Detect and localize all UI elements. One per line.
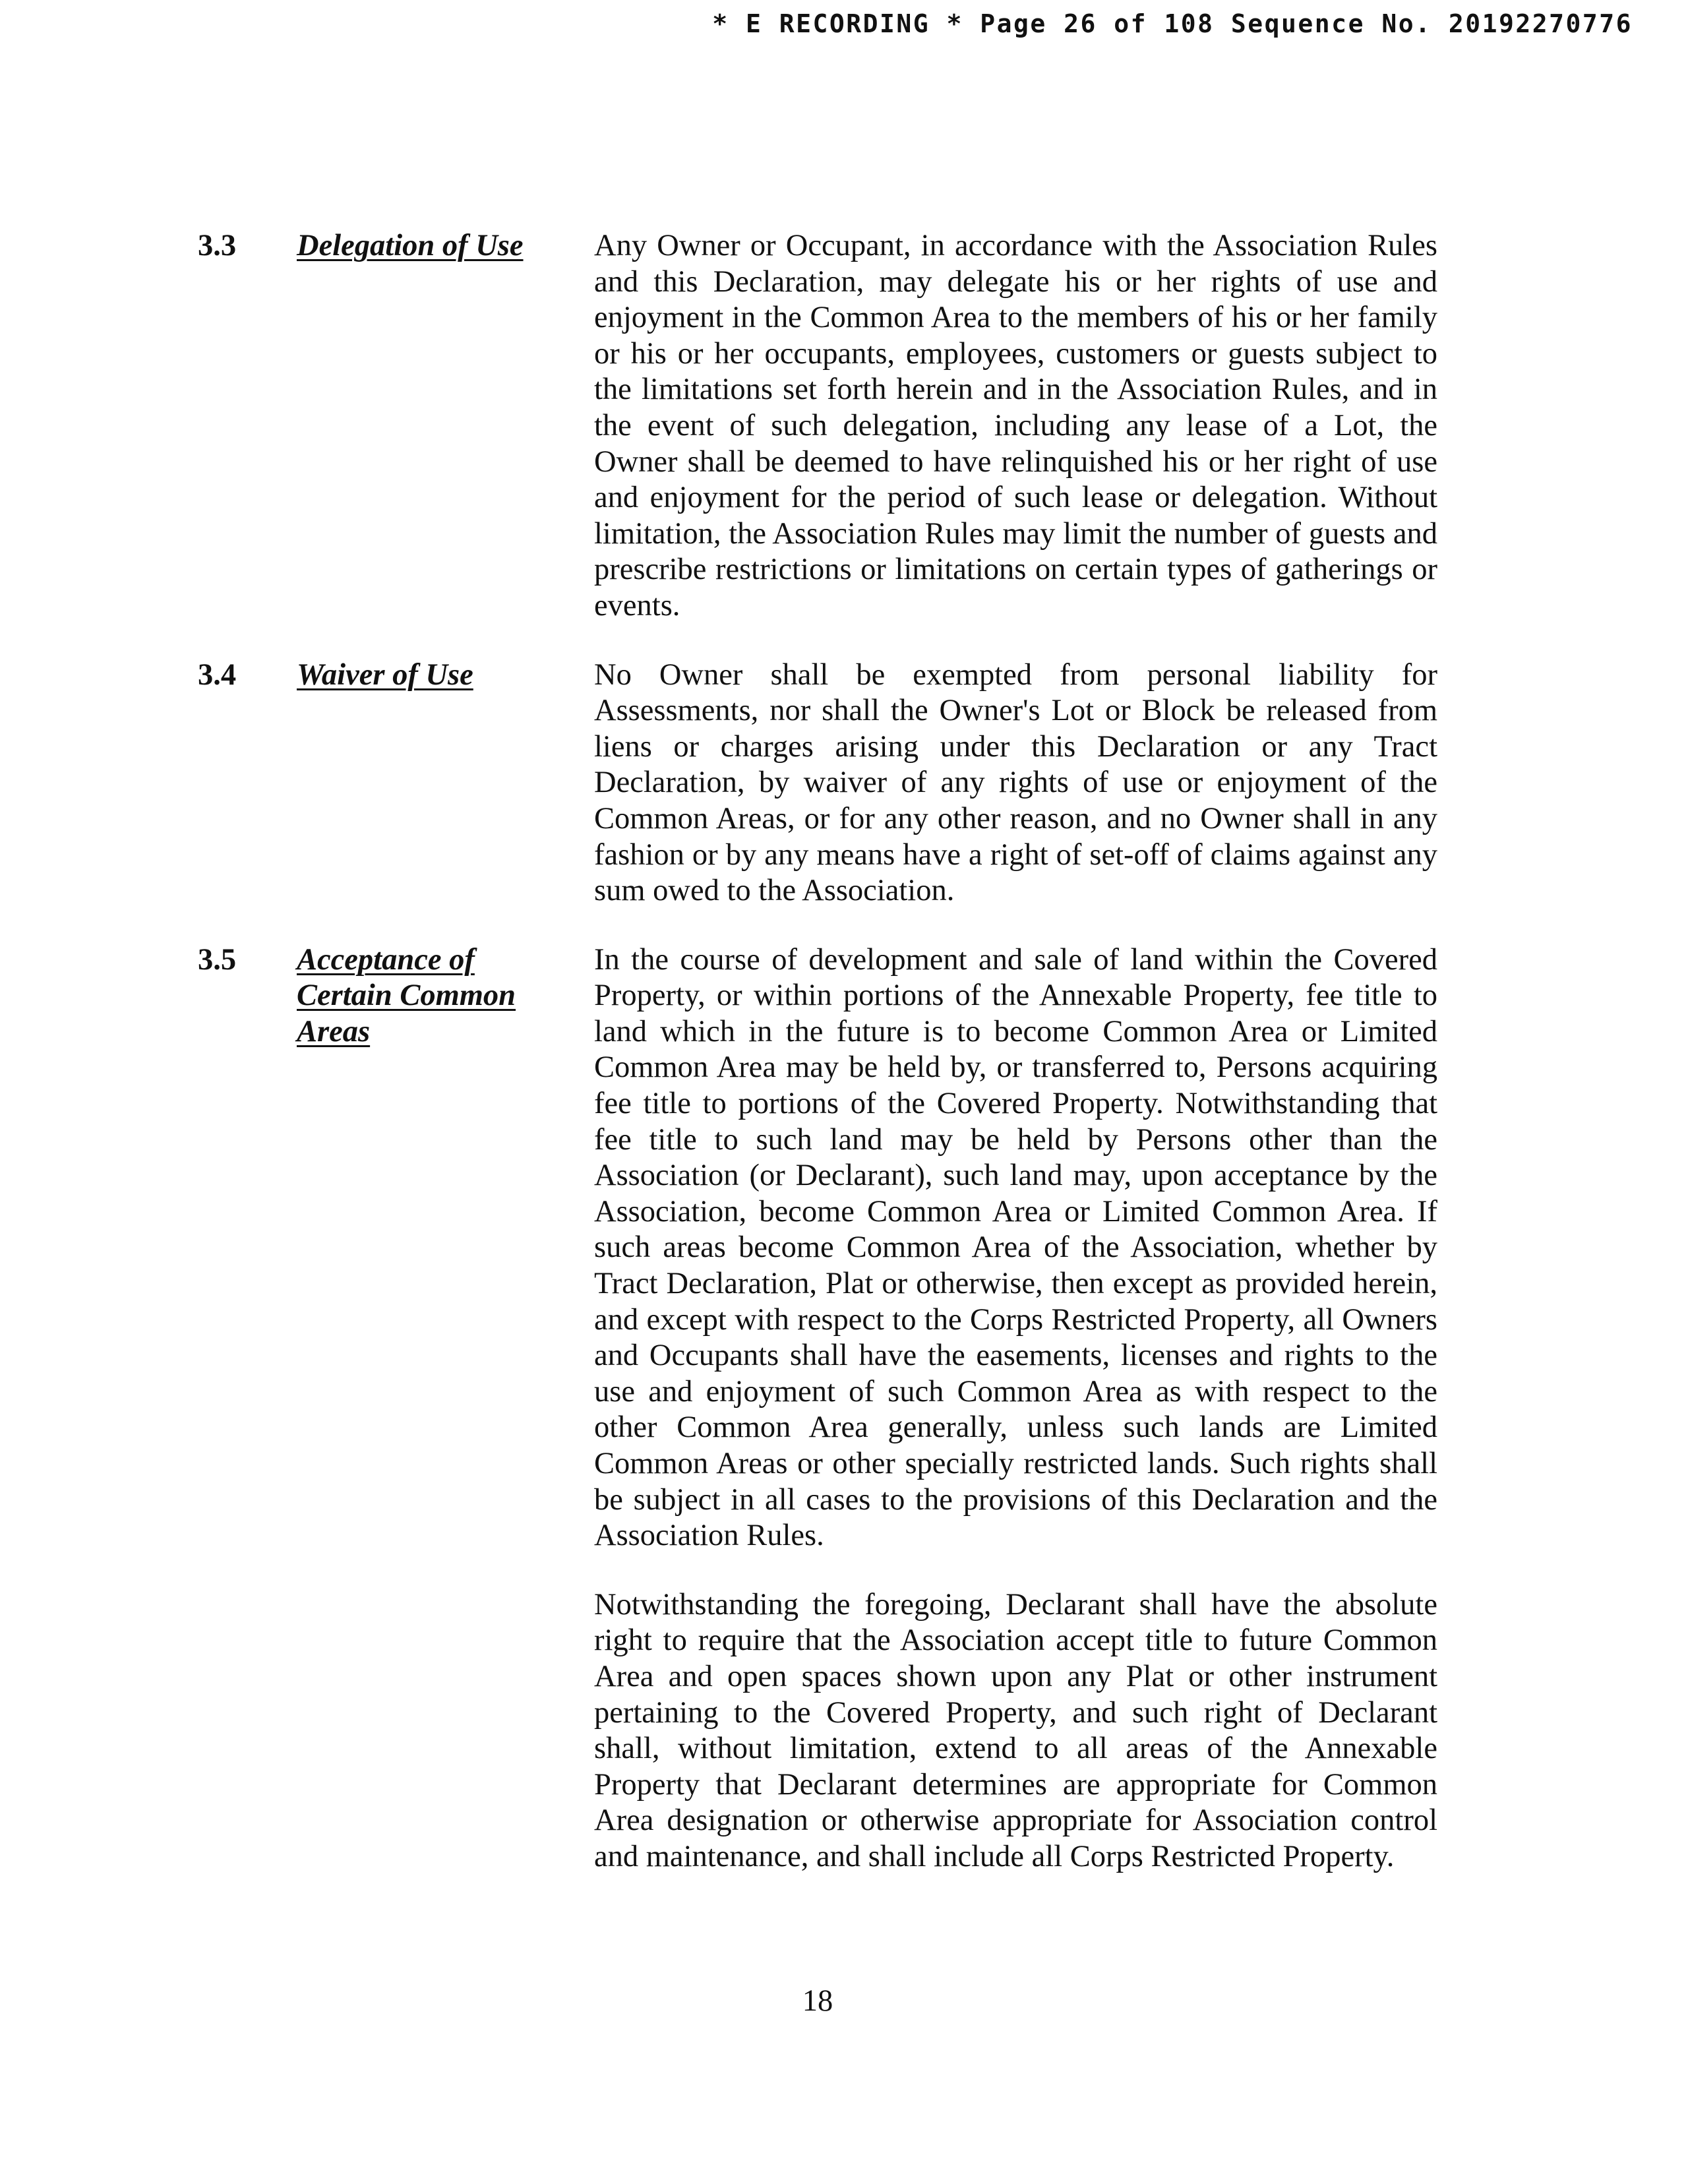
section-title: Waiver of Use <box>297 657 473 692</box>
section-title: Acceptance of Certain Common Areas <box>297 942 516 1048</box>
section-body <box>594 657 1437 909</box>
section-3-3 <box>198 228 1437 624</box>
section-number: 3.5 <box>198 942 237 977</box>
declaration-sections <box>198 228 1437 1908</box>
page-number: 18 <box>802 1984 833 2018</box>
section-paragraph: No Owner shall be exempted from personal liability for Assessments, nor shall the Owner's Lot or Block be released from liens or charges arising under this Declaration or any Tract Declaration, by waiver of any rights of use or enjoyment of the Common Areas, or for any other reason, and no Owner shall in any fashion or by any means have a right of set-off of claims against any sum owed to the Association. <box>594 657 1437 908</box>
section-paragraph: Any Owner or Occupant, in accordance with the Association Rules and this Declaration, may delegate his or her rights of use and enjoyment in the Common Area to the members of his or her family or his or her occupants, employees, customers or guests subject to the limitations set forth herein and in the Association Rules, and in the event of such delegation, including any lease of a Lot, the Owner shall be deemed to have relinquished his or her right of use and enjoyment for the period of such lease or delegation. Without limitation, the Association Rules may limit the number of guests and prescribe restrictions or limitations on certain types of gatherings or events. <box>594 229 1437 622</box>
section-body <box>594 942 1437 1875</box>
section-3-5 <box>198 942 1437 1875</box>
recording-stamp: * E RECORDING * Page 26 of 108 Sequence No. 20192270776 <box>712 9 1633 38</box>
section-number: 3.4 <box>198 657 237 692</box>
section-paragraph: Notwithstanding the foregoing, Declarant shall have the absolute right to require that the Association accept title to future Common Area and open spaces shown upon any Plat or other instrument pertaining to the Covered Property, and such right of Declarant shall, without limitation, extend to all areas of the Annexable Property that Declarant determines are appropriate for Common Area designation or otherwise appropriate for Association control and maintenance, and shall include all Corps Restricted Property. <box>594 1587 1437 1873</box>
section-number: 3.3 <box>198 229 237 262</box>
section-paragraph: In the course of development and sale of land within the Covered Property, or within portions of the Annexable Property, fee title to land which in the future is to become Common Area or Limited Common Area may be held by, or transferred to, Persons acquiring fee title to portions of the Covered Property. Notwithstanding that fee title to such land may be held by Persons other than the Association (or Declarant), such land may, upon acceptance by the Association, become Common Area or Limited Common Area. If such areas become Common Area of the Association, whether by Tract Declaration, Plat or otherwise, then except as provided herein, and except with respect to the Corps Restricted Property, all Owners and Occupants shall have the easements, licenses and rights to the use and enjoyment of such Common Area as with respect to the other Common Area generally, unless such lands are Limited Common Areas or other specially restricted lands. Such rights shall be subject in all cases to the provisions of this Declaration and the Association Rules. <box>594 942 1437 1553</box>
section-title: Delegation of Use <box>297 229 524 262</box>
section-3-4 <box>198 657 1437 909</box>
section-body <box>594 228 1437 624</box>
